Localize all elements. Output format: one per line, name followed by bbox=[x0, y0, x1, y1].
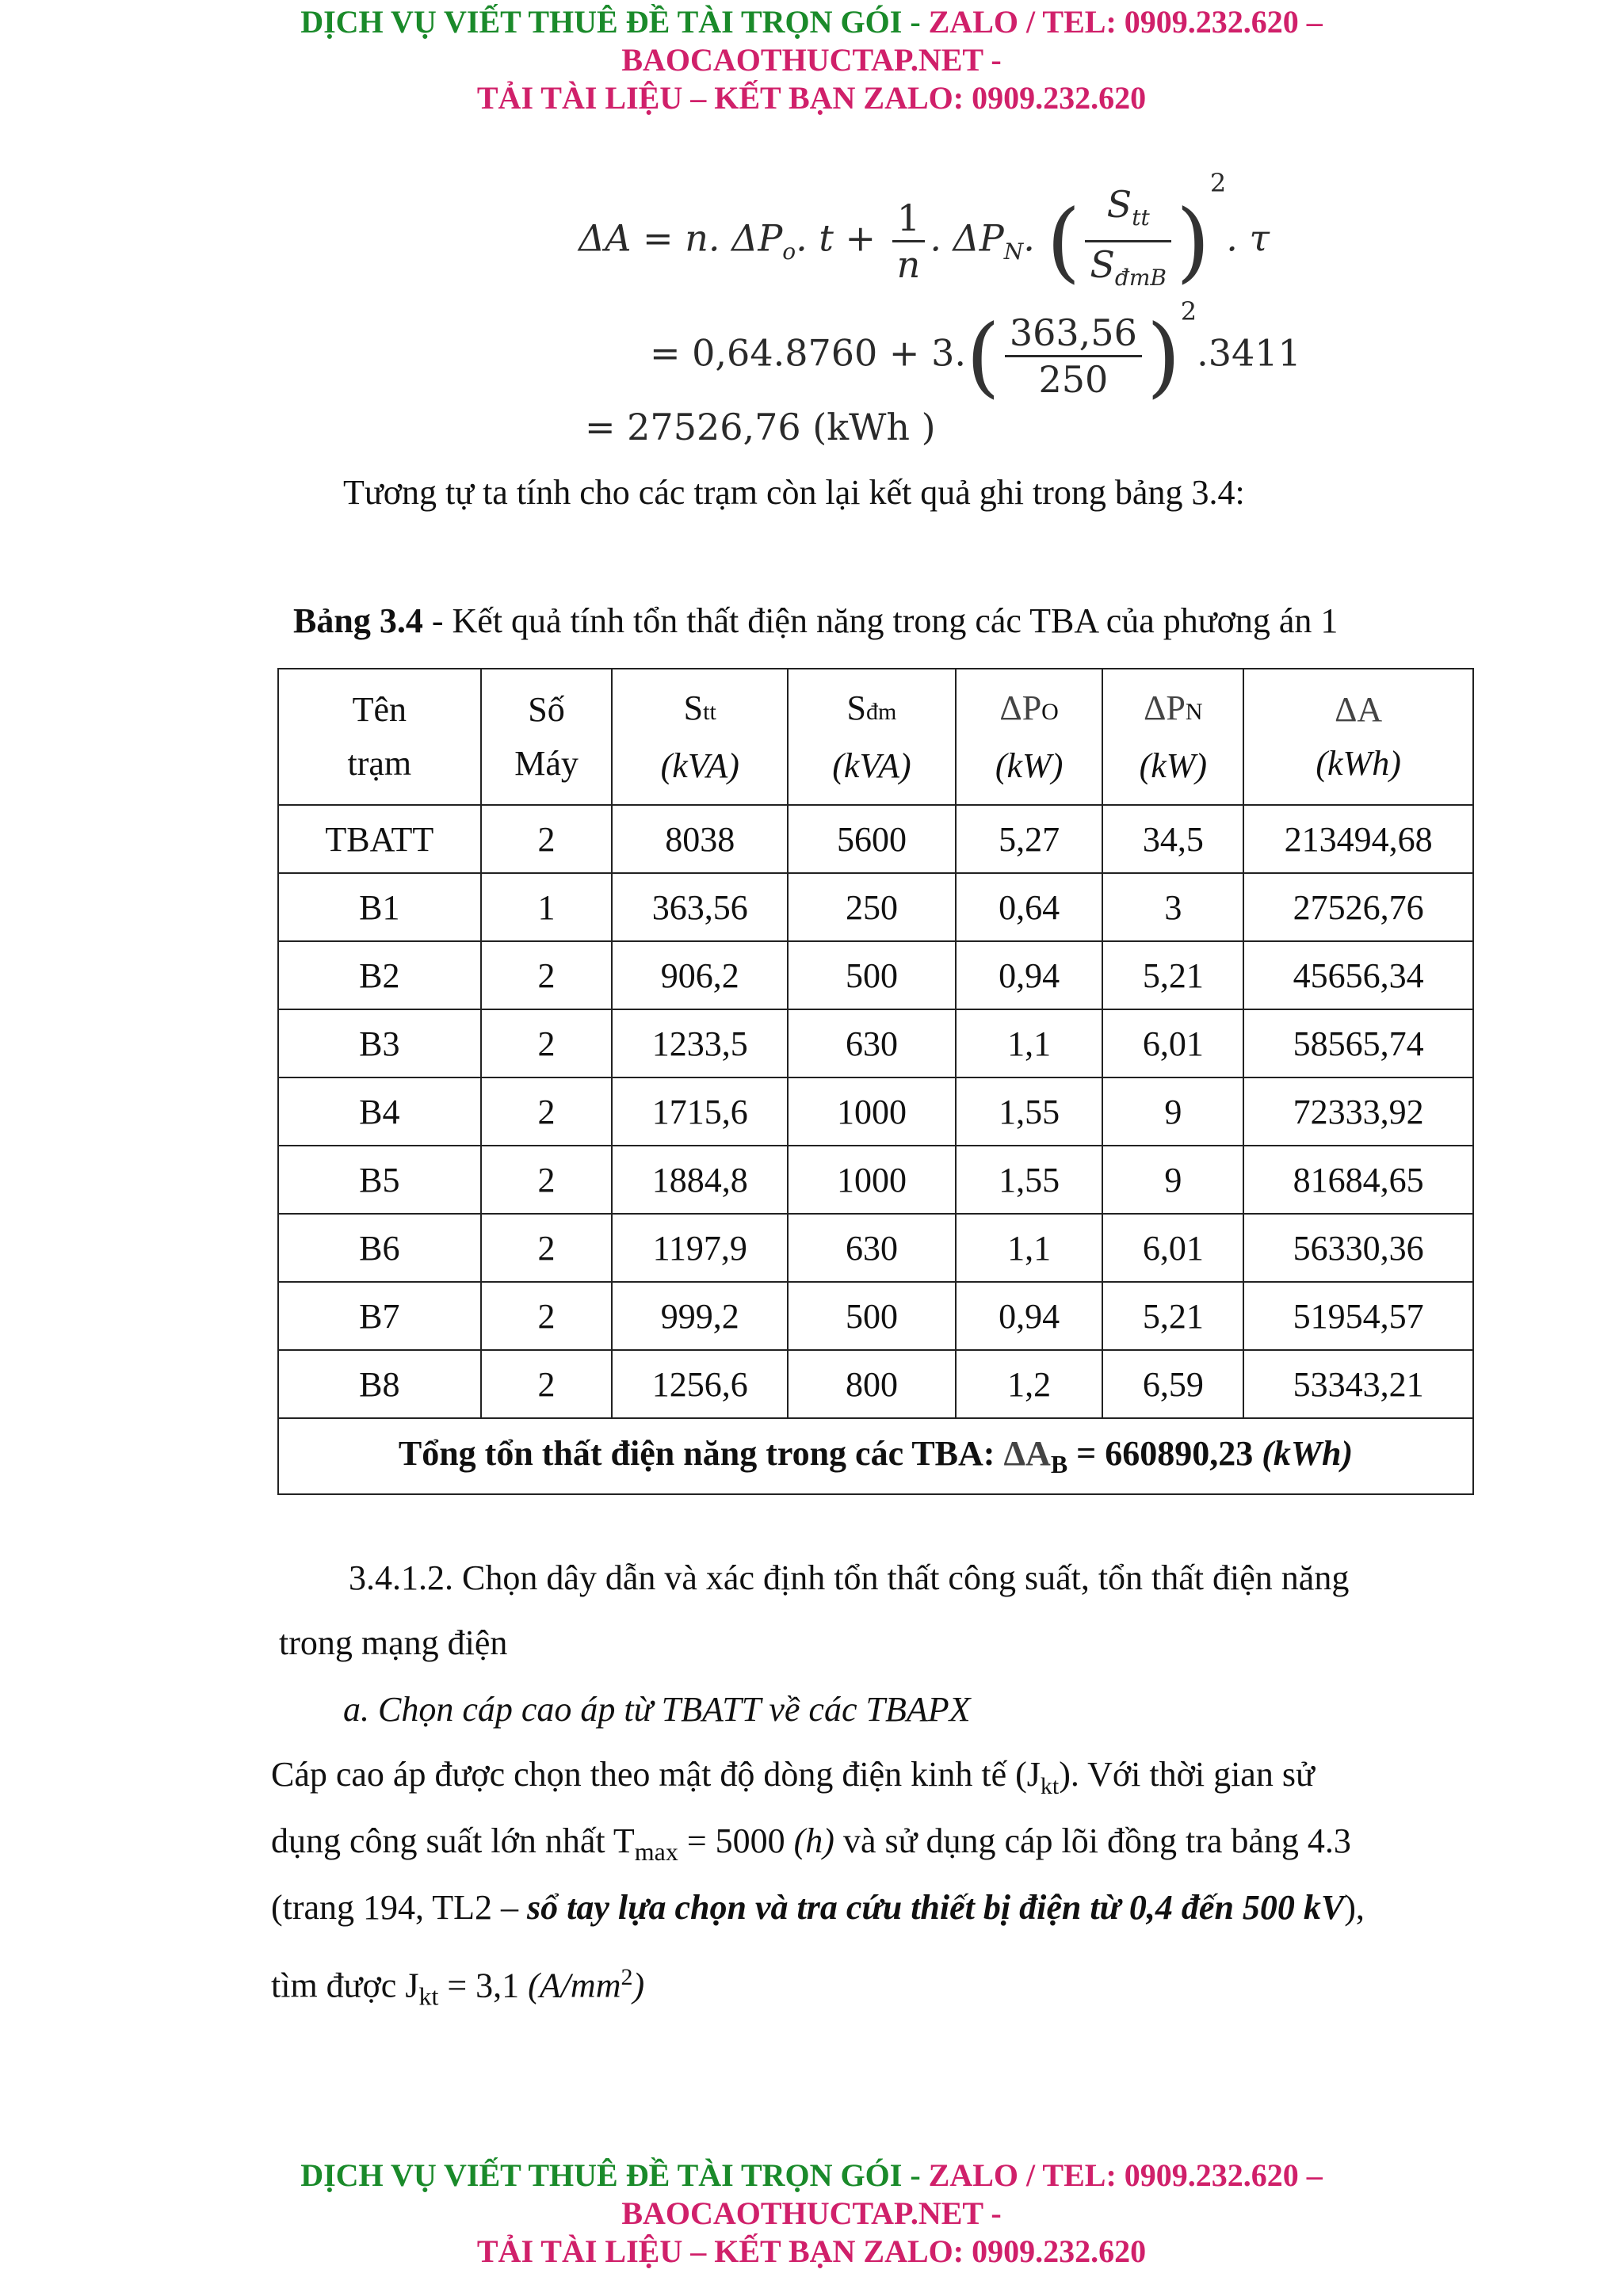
table-cell: 1,2 bbox=[956, 1350, 1103, 1418]
table-cell: 5,21 bbox=[1102, 1282, 1243, 1350]
formula-delta-a: ΔA = n. ΔP bbox=[579, 216, 783, 260]
table-cell: B2 bbox=[278, 941, 481, 1009]
col-header-sdm: Sđm (kVA) bbox=[788, 669, 956, 805]
formula-line-3 bbox=[585, 406, 936, 448]
banner-website-text: BAOCAOTHUCTAP.NET - bbox=[621, 42, 1002, 78]
table-body bbox=[278, 805, 1473, 1418]
table-cell: 999,2 bbox=[612, 1282, 788, 1350]
table-cell: TBATT bbox=[278, 805, 481, 873]
fraction-numerator: 1 bbox=[892, 196, 926, 242]
col-header-stt: Stt (kVA) bbox=[612, 669, 788, 805]
table-cell: 0,64 bbox=[956, 873, 1103, 941]
table-row bbox=[278, 805, 1473, 873]
table-cell: 0,94 bbox=[956, 1282, 1103, 1350]
table-cell: 1,55 bbox=[956, 1077, 1103, 1146]
table-cell: 630 bbox=[788, 1009, 956, 1077]
table-cell: 1233,5 bbox=[612, 1009, 788, 1077]
col-header-station: Tên trạm bbox=[278, 669, 481, 805]
table-caption bbox=[293, 601, 1338, 641]
subsection-heading: a. Chọn cáp cao áp từ TBATT về các TBAPX bbox=[343, 1690, 971, 1729]
table-cell: 9 bbox=[1102, 1146, 1243, 1214]
table-cell: 2 bbox=[481, 805, 613, 873]
table-row bbox=[278, 1077, 1473, 1146]
table-cell: 363,56 bbox=[612, 873, 788, 941]
table-cell: 2 bbox=[481, 1146, 613, 1214]
table-cell: 800 bbox=[788, 1350, 956, 1418]
table-cell: B3 bbox=[278, 1009, 481, 1077]
table-cell: 1197,9 bbox=[612, 1214, 788, 1282]
table-cell: 45656,34 bbox=[1243, 941, 1473, 1009]
table-cell: 1,1 bbox=[956, 1009, 1103, 1077]
table-cell: 2 bbox=[481, 1214, 613, 1282]
caption-text: - Kết quả tính tổn thất điện năng trong các TBA của phương án 1 bbox=[422, 601, 1338, 640]
table-cell: B4 bbox=[278, 1077, 481, 1146]
formula-result: = 27526,76 (kWh ) bbox=[585, 406, 936, 448]
loss-results-table bbox=[277, 668, 1474, 1495]
table-cell: B8 bbox=[278, 1350, 481, 1418]
table-cell: 58565,74 bbox=[1243, 1009, 1473, 1077]
formula-substitution: = 0,64.8760 + 3. bbox=[650, 331, 966, 375]
table-cell: 81684,65 bbox=[1243, 1146, 1473, 1214]
table-cell: 250 bbox=[788, 873, 956, 941]
table-cell: 56330,36 bbox=[1243, 1214, 1473, 1282]
banner-zalo-text: TẢI TÀI LIỆU – KẾT BẠN ZALO: 0909.232.620 bbox=[476, 80, 1147, 116]
stt-symbol: S bbox=[1106, 183, 1132, 226]
table-cell: 2 bbox=[481, 1350, 613, 1418]
table-cell: 8038 bbox=[612, 805, 788, 873]
section-heading-line1: 3.4.1.2. Chọn dây dẫn và xác định tổn thất công suất, tổn thất điện năng bbox=[349, 1558, 1350, 1597]
banner-service-text: DỊCH VỤ VIẾT THUÊ ĐỀ TÀI TRỌN GÓI - bbox=[300, 4, 929, 40]
formula-text: . t + bbox=[796, 216, 876, 260]
footer-banner bbox=[0, 2157, 1623, 2271]
table-row bbox=[278, 1282, 1473, 1350]
table-cell: 6,01 bbox=[1102, 1009, 1243, 1077]
table-cell: B1 bbox=[278, 873, 481, 941]
table-cell: 72333,92 bbox=[1243, 1077, 1473, 1146]
paragraph-line-2: dụng công suất lớn nhất $T_{max} = 5000$ (h) và sử dụng cáp lõi đồng tra bảng 4.3 bbox=[271, 1821, 1351, 1866]
table-cell: 1884,8 bbox=[612, 1146, 788, 1214]
table-cell: 2 bbox=[481, 1009, 613, 1077]
table-cell: 6,59 bbox=[1102, 1350, 1243, 1418]
formula-line-2: = 0,64.8760 + 3.( $\frac{363,56}{250}$ )$^2$.3411 bbox=[650, 296, 1301, 407]
table-summary-row bbox=[278, 1418, 1473, 1494]
table-cell: 51954,57 bbox=[1243, 1282, 1473, 1350]
formula-tau-value: .3411 bbox=[1197, 331, 1301, 375]
paragraph-line-3: (trang 194, TL2 – sổ tay lựa chọn và tra cứu thiết bị điện từ 0,4 đến 500 kV), bbox=[271, 1888, 1365, 1927]
table-cell: 1000 bbox=[788, 1146, 956, 1214]
paragraph-line-4: tìm được $J_{kt} = 3,1$ $(A/mm^2)$ bbox=[271, 1964, 645, 2011]
table-cell: 1715,6 bbox=[612, 1077, 788, 1146]
table-cell: 630 bbox=[788, 1214, 956, 1282]
table-row bbox=[278, 1214, 1473, 1282]
table-cell: 3 bbox=[1102, 873, 1243, 941]
table-cell: 5,21 bbox=[1102, 941, 1243, 1009]
table-row bbox=[278, 1146, 1473, 1214]
table-header-row bbox=[278, 669, 1473, 805]
table-cell: 5,27 bbox=[956, 805, 1103, 873]
formula-ratio: $\frac{S_{tt}}{S_{đmB}}$ bbox=[1085, 182, 1171, 300]
table-cell: 2 bbox=[481, 941, 613, 1009]
paragraph-line-1: Cáp cao áp được chọn theo mật độ dòng điện kinh tế $(J_{kt})$. Với thời gian sử bbox=[271, 1755, 1315, 1799]
sdm-symbol: S bbox=[1090, 243, 1115, 287]
table-cell: 500 bbox=[788, 1282, 956, 1350]
formula-dpn: . ΔP bbox=[930, 216, 1004, 260]
fraction-denominator: n bbox=[896, 243, 921, 287]
table-cell: 9 bbox=[1102, 1077, 1243, 1146]
table-cell: 6,01 bbox=[1102, 1214, 1243, 1282]
table-cell: B6 bbox=[278, 1214, 481, 1282]
table-cell: 27526,76 bbox=[1243, 873, 1473, 941]
table-cell: B5 bbox=[278, 1146, 481, 1214]
table-cell: 2 bbox=[481, 1077, 613, 1146]
table-cell: 34,5 bbox=[1102, 805, 1243, 873]
col-header-dpo: ΔPO (kW) bbox=[956, 669, 1103, 805]
col-header-count: Số Máy bbox=[481, 669, 613, 805]
table-cell: 0,94 bbox=[956, 941, 1103, 1009]
table-cell: 5600 bbox=[788, 805, 956, 873]
table-row bbox=[278, 941, 1473, 1009]
header-banner bbox=[0, 3, 1623, 117]
table-cell: 1,55 bbox=[956, 1146, 1103, 1214]
col-header-dpn: ΔPN (kW) bbox=[1102, 669, 1243, 805]
footer-phone-text: ZALO / TEL: 0909.232.620 – bbox=[928, 2157, 1323, 2193]
table-cell: B7 bbox=[278, 1282, 481, 1350]
footer-service-text: DỊCH VỤ VIẾT THUÊ ĐỀ TÀI TRỌN GÓI - bbox=[300, 2157, 929, 2193]
table-cell: 1000 bbox=[788, 1077, 956, 1146]
table-row bbox=[278, 1350, 1473, 1418]
footer-website-text: BAOCAOTHUCTAP.NET - bbox=[621, 2195, 1002, 2231]
table-cell: 1,1 bbox=[956, 1214, 1103, 1282]
caption-label: Bảng 3.4 bbox=[293, 601, 423, 640]
banner-phone-text: ZALO / TEL: 0909.232.620 – bbox=[928, 4, 1323, 40]
table-cell: 1 bbox=[481, 873, 613, 941]
formula-line-1: ΔA = n. $\Delta P_o$. t + $\frac{1}{n}$ . $\Delta P_N$. ( $\frac{S_{tt}}{S_{đmB}}$ )$^2$. τ bbox=[579, 182, 1270, 300]
table-cell: 2 bbox=[481, 1282, 613, 1350]
table-cell: 53343,21 bbox=[1243, 1350, 1473, 1418]
table-row bbox=[278, 1009, 1473, 1077]
col-header-da: ΔA (kWh) bbox=[1243, 669, 1473, 805]
table-row bbox=[278, 873, 1473, 941]
footer-zalo-text: TẢI TÀI LIỆU – KẾT BẠN ZALO: 0909.232.620 bbox=[476, 2233, 1147, 2269]
ratio-denominator: 250 bbox=[1038, 358, 1109, 401]
formula-ratio-values bbox=[1005, 311, 1142, 402]
formula-fraction bbox=[892, 196, 926, 287]
summary-cell: Tổng tổn thất điện năng trong các TBA: $\Delta A_B = 660890,23$ (kWh) bbox=[278, 1418, 1473, 1494]
table-cell: 500 bbox=[788, 941, 956, 1009]
formula-tau: . τ bbox=[1226, 216, 1270, 260]
table-cell: 906,2 bbox=[612, 941, 788, 1009]
intro-paragraph: Tương tự ta tính cho các trạm còn lại kết quả ghi trong bảng 3.4: bbox=[343, 473, 1245, 512]
ratio-numerator: 363,56 bbox=[1005, 311, 1142, 357]
table-cell: 213494,68 bbox=[1243, 805, 1473, 873]
section-heading-line2: trong mạng điện bbox=[279, 1623, 508, 1662]
table-cell: 1256,6 bbox=[612, 1350, 788, 1418]
